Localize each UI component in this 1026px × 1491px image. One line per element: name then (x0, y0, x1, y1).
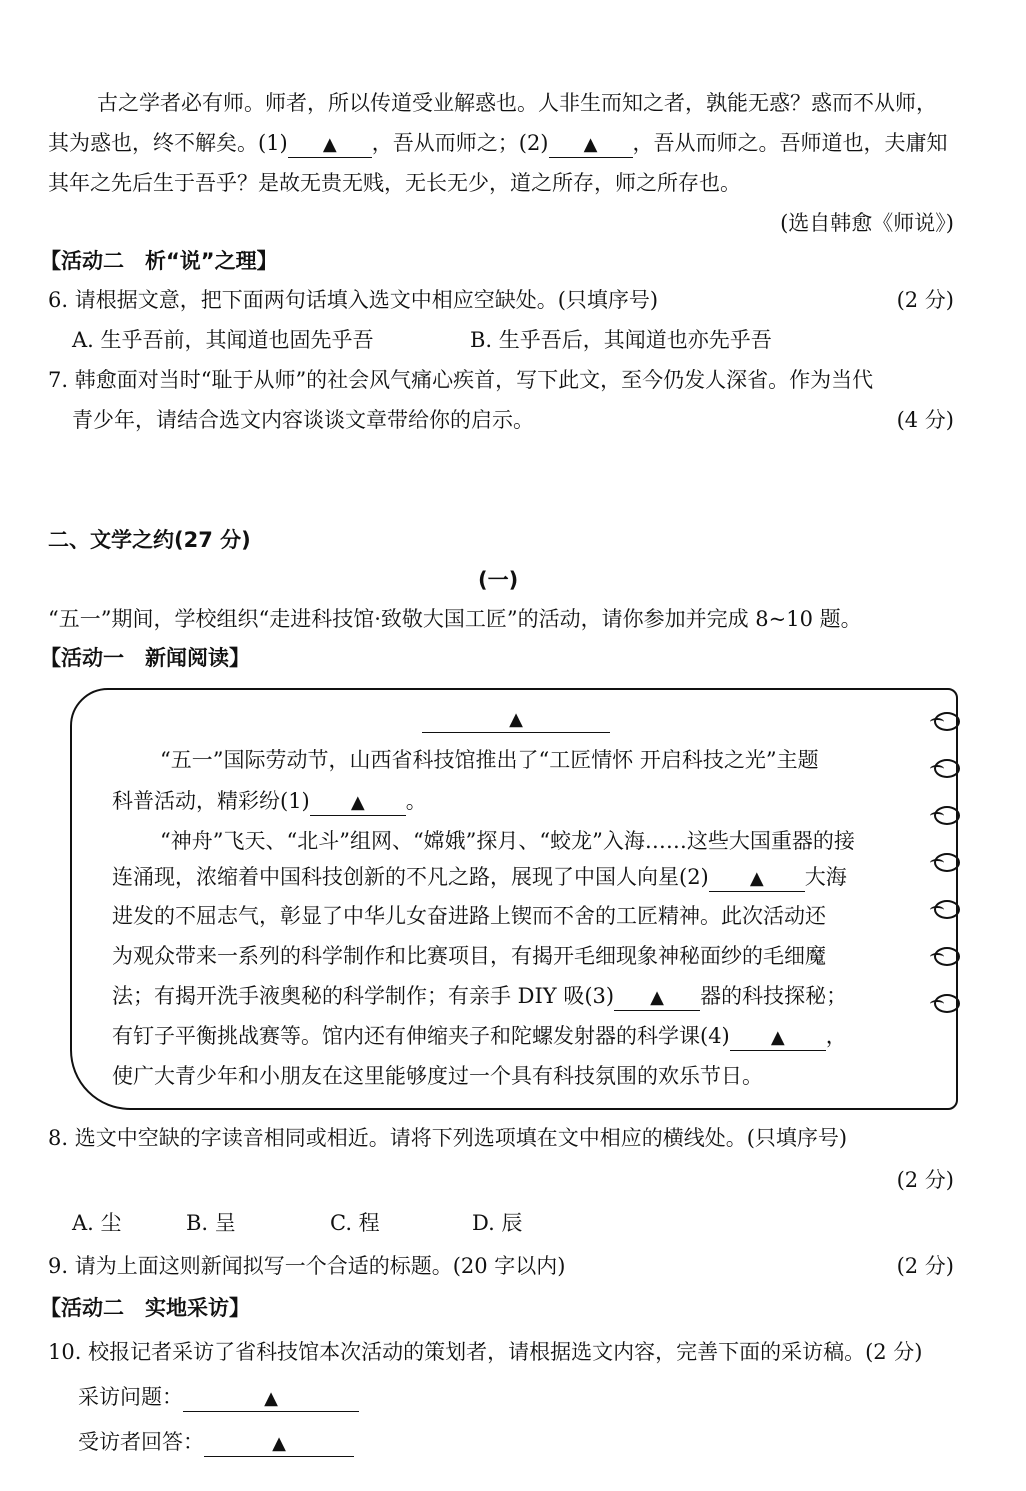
subsection-1-title: (一) (478, 568, 519, 592)
news-line-7 (112, 981, 847, 1011)
q8-text: 8. 选文中空缺的字读音相同或相近。请将下列选项填在文中相应的横线处。(只填序号) (48, 1126, 848, 1150)
news-line-8-part-a: 有钉子平衡挑战赛等。馆内还有伸缩夹子和陀螺发射器的科学课(4) (112, 1024, 730, 1048)
q8-option-b: B. 呈 (186, 1211, 236, 1235)
news-title-blank[interactable]: ▲ (422, 708, 610, 733)
passage-line-1: 古之学者必有师。师者，所以传道受业解惑也。人非生而知之者，孰能无惑？惑而不从师， (97, 91, 937, 115)
news-line-7-part-b: 器的科技探秘； (700, 984, 848, 1008)
ring-icon (934, 994, 960, 1013)
passage-line-3: 其年之先后生于吾乎？是故无贵无贱，无长无少，道之所存，师之所存也。 (48, 171, 741, 195)
ring-icon (934, 947, 960, 966)
interview-answer-row (78, 1427, 354, 1457)
news-line-7-part-a: 法；有揭开洗手液奥秘的科学制作；有亲手 DIY 吸(3) (112, 984, 615, 1008)
ring-icon (934, 853, 960, 872)
interview-answer-blank[interactable]: ▲ (204, 1432, 354, 1457)
passage-source: (选自韩愈《师说》) (780, 211, 954, 235)
q6-option-a: A. 生乎吾前，其闻道也固先乎吾 (72, 328, 374, 352)
q7-score: (4 分) (896, 408, 954, 432)
q6-score: (2 分) (896, 288, 954, 312)
q9-text: 9. 请为上面这则新闻拟写一个合适的标题。(20 字以内) (48, 1254, 566, 1278)
q6-text: 6. 请根据文意，把下面两句话填入选文中相应空缺处。(只填序号) (48, 288, 659, 312)
q9-score: (2 分) (896, 1254, 954, 1278)
q8-score: (2 分) (896, 1168, 954, 1192)
interview-question-label: 采访问题： (78, 1385, 183, 1409)
news-blank-4[interactable]: ▲ (730, 1026, 826, 1051)
interview-question-blank[interactable]: ▲ (183, 1387, 359, 1412)
news-line-2 (112, 786, 427, 816)
news-line-1: “五一”国际劳动节，山西省科技馆推出了“工匠情怀 开启科技之光”主题 (160, 748, 819, 772)
passage-line-2-part-c: ，吾从而师之。吾师道也，夫庸知 (632, 131, 948, 155)
section-2-title: 二、文学之约(27 分) (48, 528, 251, 552)
news-line-2-part-b: 。 (405, 789, 427, 813)
news-line-6: 为观众带来一系列的科学制作和比赛项目，有揭开毛细现象神秘面纱的毛细魔 (112, 944, 826, 968)
passage-line-2-part-b: ，吾从而师之；(2) (371, 131, 549, 155)
news-line-8 (112, 1021, 847, 1051)
news-blank-3[interactable]: ▲ (614, 986, 700, 1011)
news-line-3: “神舟”飞天、“北斗”组网、“嫦娥”探月、“蛟龙”入海……这些大国重器的接 (160, 829, 855, 853)
activity1-title: 【活动一 新闻阅读】 (40, 646, 250, 670)
answer-blank-2[interactable]: ▲ (549, 133, 633, 158)
news-line-9: 使广大青少年和小朋友在这里能够度过一个具有科技氛围的欢乐节日。 (112, 1064, 763, 1088)
q6-option-b: B. 生乎吾后，其闻道也亦先乎吾 (470, 328, 772, 352)
q7-line-2: 青少年，请结合选文内容谈谈文章带给你的启示。 (72, 408, 534, 432)
answer-blank-1[interactable]: ▲ (288, 133, 372, 158)
news-line-4-part-b: 大海 (804, 865, 847, 889)
ring-icon (934, 712, 960, 731)
news-blank-1[interactable]: ▲ (310, 791, 406, 816)
q7-line-1: 7. 韩愈面对当时“耻于从师”的社会风气痛心疾首，写下此文，至今仍发人深省。作为当代 (48, 368, 874, 392)
q10-text: 10. 校报记者采访了省科技馆本次活动的策划者，请根据选文内容，完善下面的采访稿。(2 分) (48, 1340, 923, 1364)
news-line-8-part-b: ， (825, 1024, 847, 1048)
news-line-4 (112, 862, 847, 892)
q8-option-c: C. 程 (330, 1211, 380, 1235)
section-intro: “五一”期间，学校组织“走进科技馆·致敬大国工匠”的活动，请你参加并完成 8~10 题。 (48, 607, 862, 631)
news-blank-2[interactable]: ▲ (709, 867, 805, 892)
ring-icon (934, 900, 960, 919)
news-line-2-part-a: 科普活动，精彩纷(1) (112, 789, 310, 813)
interview-answer-label: 受访者回答： (78, 1430, 204, 1454)
activity2b-title: 【活动二 实地采访】 (40, 1296, 250, 1320)
news-line-5: 进发的不屈志气，彰显了中华儿女奋进路上锲而不舍的工匠精神。此次活动还 (112, 904, 826, 928)
ring-icon (934, 759, 960, 778)
passage-line-2-part-a: 其为惑也，终不解矣。(1) (48, 131, 288, 155)
q8-option-a: A. 尘 (72, 1211, 122, 1235)
passage-line-2 (48, 128, 948, 158)
ring-icon (934, 806, 960, 825)
news-line-4-part-a: 连涌现，浓缩着中国科技创新的不凡之路，展现了中国人向星(2) (112, 865, 709, 889)
activity2-title: 【活动二 析“说”之理】 (40, 249, 278, 273)
news-title-blank-line (422, 703, 610, 733)
interview-question-row (78, 1382, 359, 1412)
q8-option-d: D. 辰 (472, 1211, 523, 1235)
